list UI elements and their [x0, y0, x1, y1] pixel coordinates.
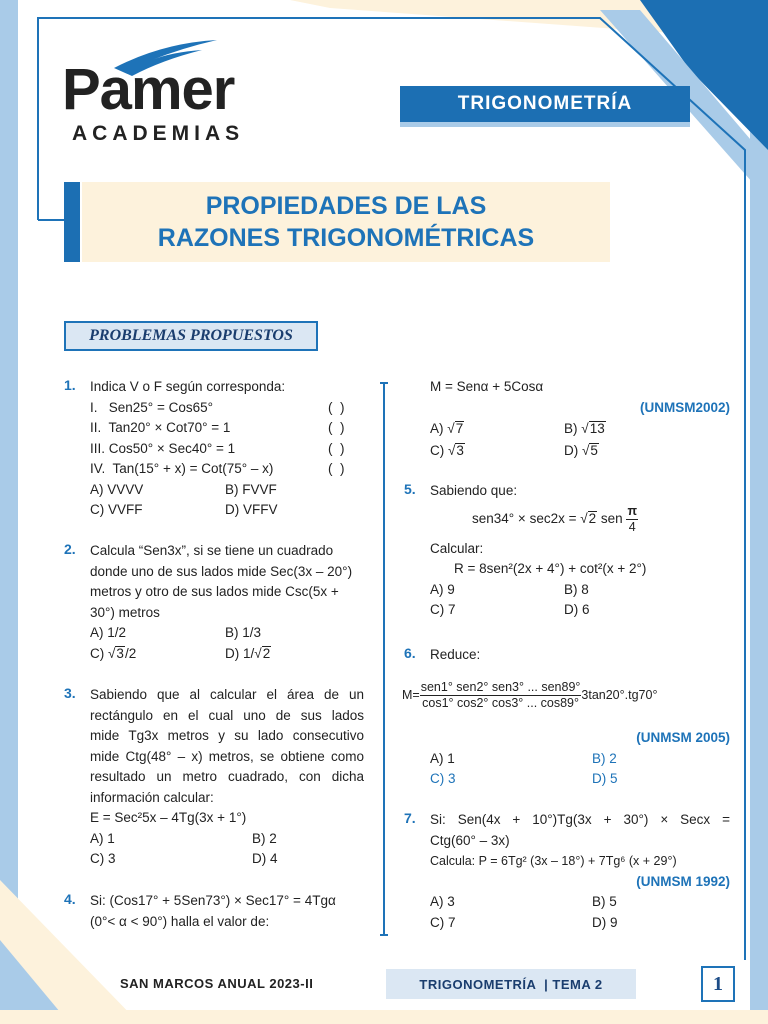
page-number: 1 — [701, 966, 735, 1002]
question-7 — [430, 810, 730, 933]
q4-line: (0°< α < 90°) halla el valor de: — [90, 913, 270, 929]
option: C) 3 — [90, 851, 116, 866]
q5-equation: sen34° × sec2x = √2 sen $\frac{\pi}{4}$ — [472, 503, 638, 534]
q3-options-row-1 — [90, 829, 364, 850]
question-6-options — [430, 728, 730, 790]
footer-topic: TRIGONOMETRÍA | TEMA 2 — [386, 969, 636, 999]
question-5 — [430, 481, 730, 621]
q3-line: rectángulo en el cual uno de sus lados — [90, 707, 364, 723]
q7-line: Calcula: P = 6Tg² (3x – 18°) + 7Tg⁶ (x + 29°) — [430, 854, 677, 868]
q2-line: metros y otro de sus lados mide Csc(5x + — [90, 584, 339, 599]
question-number-5: 5. — [404, 481, 416, 497]
question-6-stem: Reduce: — [430, 647, 481, 662]
q3-expression: E = Sec²5x – 4Tg(3x + 1°) — [90, 810, 247, 825]
option-a: A) √7 — [430, 421, 464, 436]
q3-options-row-2 — [90, 849, 364, 870]
q6-source: (UNMSM 2005) — [636, 730, 730, 745]
q4-options-row-2 — [430, 440, 730, 462]
question-1 — [90, 377, 360, 521]
question-number-3: 3. — [64, 685, 76, 701]
q4-expression: M = Senα + 5Cosα — [430, 379, 544, 394]
option-d: D) √5 — [564, 443, 598, 458]
q1-item-2: II. Tan20° × Cot70° = 1 ( ) — [90, 420, 345, 435]
divider-cap-bottom — [380, 934, 388, 936]
question-number-7: 7. — [404, 810, 416, 826]
question-number-1: 1. — [64, 377, 76, 393]
q6-expression: M= $\frac{\text{sen1° sen2° sen3° ... sen89°}}{\cos 1^\circ \cos 2^\circ \cos 3^\circ ... \cos 89^\circ}$ 3tan20°.tg70° — [402, 680, 658, 710]
question-number-6: 6. — [404, 645, 416, 661]
question-2 — [90, 541, 364, 664]
q2-line: 30°) metros — [90, 604, 160, 620]
subject-header: TRIGONOMETRÍA — [400, 86, 690, 122]
option: A) 1/2 — [90, 625, 127, 640]
q6-options-row-1 — [430, 749, 730, 770]
q1-options-row-1 — [90, 480, 360, 501]
option: A) 9 — [430, 581, 455, 597]
option: B) 5 — [592, 894, 617, 909]
q2-options-row-2 — [90, 644, 364, 665]
q7-line: Ctg(60° – 3x) — [430, 832, 510, 848]
q5-calc-label: Calcular: — [430, 540, 484, 556]
option-d: D) 1/√2 — [225, 645, 271, 661]
option: A) 1 — [90, 830, 115, 846]
q3-line: mide Ctg(48° – x) metros, se obtiene como — [90, 748, 364, 764]
question-4-part-1 — [90, 891, 366, 932]
q1-item-3: III. Cos50° × Sec40° = 1 ( ) — [90, 440, 345, 456]
q4-options-row-1 — [430, 418, 730, 440]
pi-fraction: $\frac{\pi}{4}$ — [627, 503, 638, 534]
divider-cap-top — [380, 382, 388, 384]
option: C) 3 — [430, 771, 456, 786]
title-accent — [64, 182, 80, 262]
option-c: C) √3/2 — [90, 645, 137, 661]
q1-options-row-2 — [90, 500, 360, 521]
q1-item-4: IV. Tan(15° + x) = Cot(75° – x) ( ) — [90, 461, 345, 476]
q3-line: Sabiendo que al calcular el área de un — [90, 687, 364, 702]
option: D) 5 — [592, 771, 618, 786]
section-label: PROBLEMAS PROPUESTOS — [64, 321, 318, 351]
q5-options-row-2 — [430, 600, 730, 621]
option: D) 9 — [592, 914, 618, 930]
q6-options-row-2 — [430, 769, 730, 790]
option: D) VFFV — [225, 502, 278, 517]
title-line-1: PROPIEDADES DE LAS — [205, 192, 487, 220]
question-number-4: 4. — [64, 891, 76, 907]
page-title — [82, 182, 610, 262]
option: B) 8 — [564, 581, 589, 597]
option-b: B) √13 — [564, 421, 605, 436]
q4-options — [430, 418, 730, 462]
q5-options-row-1 — [430, 580, 730, 601]
logo-subtitle: ACADEMIAS — [72, 122, 245, 145]
option: A) 1 — [430, 750, 455, 766]
question-number-2: 2. — [64, 541, 76, 557]
option: D) 4 — [252, 851, 278, 866]
logo-name: Pamer — [62, 57, 235, 122]
option: B) FVVF — [225, 481, 277, 497]
option: B) 2 — [592, 750, 617, 766]
option: B) 1/3 — [225, 625, 262, 640]
q2-line: Calcula “Sen3x”, si se tiene un cuadrado — [90, 543, 334, 558]
q1-item-1: I. Sen25° = Cos65° ( ) — [90, 399, 345, 415]
q3-line: mide Tg3x metros y su lado consecutivo — [90, 728, 364, 743]
q3-line: resultado un metro cuadrado, con dicha — [90, 769, 364, 784]
q5-stem: Sabiendo que: — [430, 483, 518, 498]
question-3 — [90, 685, 364, 870]
q7-source: (UNMSM 1992) — [636, 873, 730, 889]
footer-course: SAN MARCOS ANUAL 2023-II — [120, 976, 314, 991]
option: C) VVFF — [90, 502, 143, 517]
q7-options-row-2 — [430, 913, 730, 934]
option: C) 7 — [430, 602, 456, 617]
q7-line: Si: Sen(4x + 10°)Tg(3x + 30°) × Secx = — [430, 812, 730, 827]
option: B) 2 — [252, 830, 277, 846]
q4-source: (UNMSM2002) — [639, 399, 730, 415]
option: D) 6 — [564, 602, 590, 617]
q2-line: donde uno de sus lados mide Sec(3x – 20°) — [90, 563, 353, 579]
q5-expression: R = 8sen²(2x + 4°) + cot²(x + 2°) — [454, 561, 647, 576]
title-line-2: RAZONES TRIGONOMÉTRICAS — [157, 224, 535, 252]
q1-stem: Indica V o F según corresponda: — [90, 379, 286, 394]
q2-options-row-1 — [90, 623, 364, 644]
q6-fraction: $\frac{\text{sen1° sen2° sen3° ... sen89°}}{\cos 1^\circ \cos 2^\circ \cos 3^\circ ... \cos 89^\circ}$ — [420, 680, 581, 710]
question-4-part-2 — [430, 377, 730, 418]
option: A) 3 — [430, 894, 455, 909]
option-c: C) √3 — [430, 443, 464, 458]
option: A) VVVV — [90, 481, 144, 497]
option: C) 7 — [430, 914, 456, 930]
column-divider — [383, 382, 385, 936]
q4-line: Si: (Cos17° + 5Sen73°) × Sec17° = 4Tgα — [90, 893, 336, 908]
q7-options-row-1 — [430, 892, 730, 913]
q3-line: información calcular: — [90, 789, 214, 805]
